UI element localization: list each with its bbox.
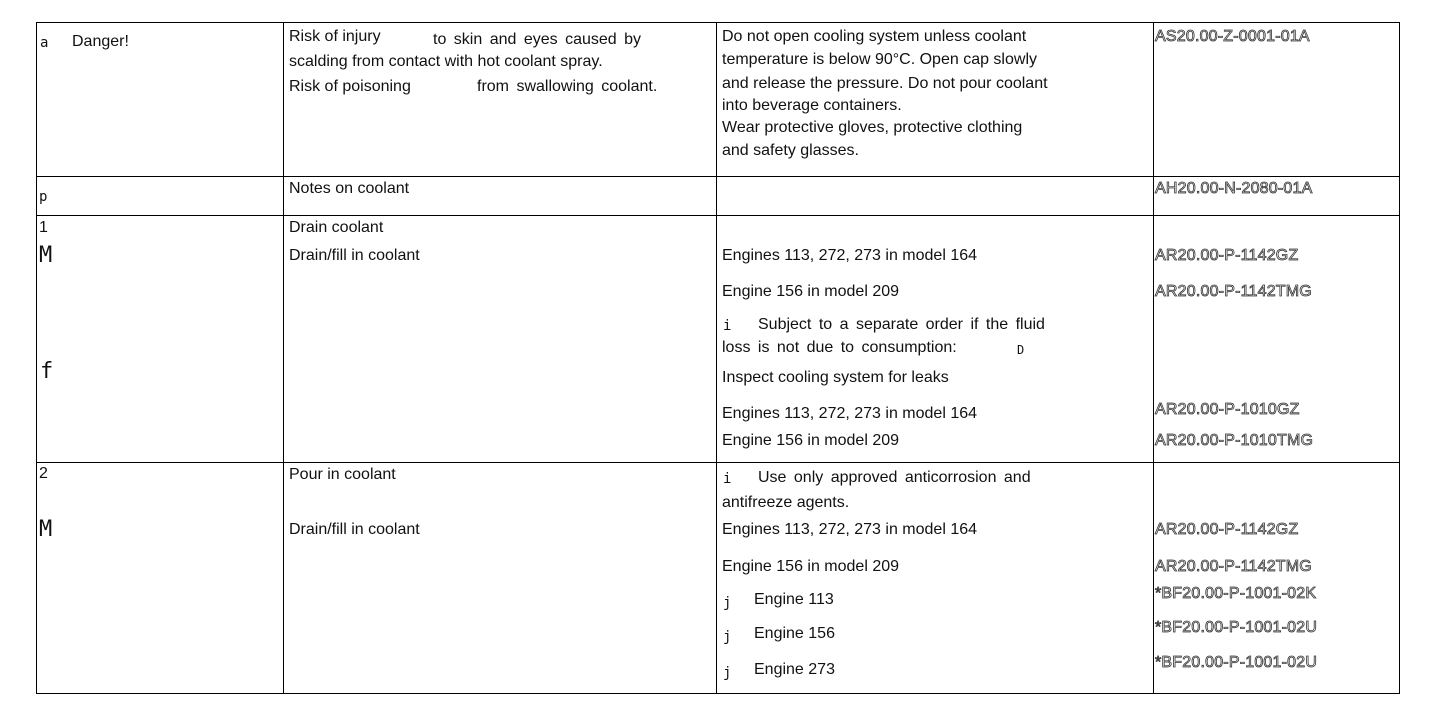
risk-injury-label: Risk of injury bbox=[289, 28, 381, 45]
info-text: Subject to a separate order if the fluid bbox=[758, 316, 1045, 333]
document-reference-link[interactable]: *BF20.00-P-1001-02U bbox=[1155, 619, 1318, 636]
procedure-label: Drain/fill in coolant bbox=[289, 247, 420, 264]
notes-symbol: p bbox=[39, 189, 48, 205]
document-reference-link[interactable]: *BF20.00-P-1001-02U bbox=[1155, 654, 1318, 671]
risk-poisoning-label: Risk of poisoning bbox=[289, 78, 411, 95]
document-reference-link[interactable]: AH20.00-N-2080-01A bbox=[1155, 180, 1313, 197]
info-symbol: i bbox=[723, 471, 732, 487]
step-number: 2 bbox=[39, 465, 48, 482]
table-border-left bbox=[36, 22, 37, 694]
table-border-right bbox=[1399, 22, 1400, 694]
model-text: Engines 113, 272, 273 in model 164 bbox=[722, 521, 978, 538]
engine-text: Engine 156 bbox=[754, 625, 835, 642]
engine-text: Engine 273 bbox=[754, 661, 835, 678]
document-reference-link[interactable]: *BF20.00-P-1001-02K bbox=[1155, 585, 1317, 602]
row-divider bbox=[36, 176, 1400, 177]
model-text: Engines 113, 272, 273 in model 164 bbox=[722, 405, 978, 422]
document-reference-link[interactable]: AR20.00-P-1142TMG bbox=[1155, 283, 1312, 300]
procedure-label: Drain/fill in coolant bbox=[289, 521, 420, 538]
danger-symbol: a bbox=[40, 35, 49, 51]
risk-poisoning-text: from swallowing coolant. bbox=[477, 78, 658, 95]
danger-instruction-line: into beverage containers. bbox=[722, 97, 902, 114]
f-symbol: f bbox=[40, 359, 54, 384]
danger-instruction-line: Do not open cooling system unless coolant bbox=[722, 28, 1027, 45]
info-symbol: i bbox=[723, 318, 732, 334]
row-divider bbox=[36, 215, 1400, 216]
risk-injury-text-2: scalding from contact with hot coolant spray. bbox=[289, 53, 603, 70]
row-divider bbox=[36, 462, 1400, 463]
model-text: Engine 156 in model 209 bbox=[722, 283, 900, 300]
danger-instruction-line: Wear protective gloves, protective clothing bbox=[722, 119, 1023, 136]
engine-text: Engine 113 bbox=[754, 591, 834, 608]
notes-label: Notes on coolant bbox=[289, 180, 410, 197]
step-number: 1 bbox=[39, 219, 48, 236]
danger-instruction-line: temperature is below 90°C. Open cap slowly bbox=[722, 51, 1037, 68]
danger-instruction-line: and release the pressure. Do not pour coolant bbox=[722, 75, 1048, 92]
document-reference-link[interactable]: AR20.00-P-1142TMG bbox=[1155, 558, 1312, 575]
document-reference-link[interactable]: AR20.00-P-1010TMG bbox=[1155, 432, 1314, 449]
model-text: Engine 156 in model 209 bbox=[722, 558, 900, 575]
model-text: Engine 156 in model 209 bbox=[722, 432, 900, 449]
document-reference-link[interactable]: AR20.00-P-1142GZ bbox=[1155, 521, 1299, 538]
document-reference-link[interactable]: AR20.00-P-1010GZ bbox=[1155, 401, 1300, 418]
table-border-top bbox=[36, 22, 1400, 23]
danger-instruction-line: and safety glasses. bbox=[722, 142, 859, 159]
document-reference-link[interactable]: AR20.00-P-1142GZ bbox=[1155, 247, 1299, 264]
info-text: Use only approved anticorrosion and bbox=[758, 469, 1031, 486]
j-symbol: j bbox=[723, 665, 732, 681]
step-label: Drain coolant bbox=[289, 219, 384, 236]
step-label: Pour in coolant bbox=[289, 466, 396, 483]
risk-injury-text: to skin and eyes caused by bbox=[433, 31, 642, 48]
model-text: Engines 113, 272, 273 in model 164 bbox=[722, 247, 978, 264]
j-symbol: j bbox=[723, 629, 732, 645]
column-divider bbox=[1153, 22, 1154, 694]
procedure-table bbox=[36, 22, 1400, 694]
danger-label: Danger! bbox=[72, 33, 129, 50]
table-border-bottom bbox=[36, 693, 1400, 694]
inspect-label: Inspect cooling system for leaks bbox=[722, 369, 949, 386]
m-symbol: M bbox=[39, 243, 53, 268]
column-divider bbox=[283, 22, 284, 694]
info-text: loss is not due to consumption: bbox=[722, 339, 957, 356]
m-symbol: M bbox=[39, 517, 53, 542]
info-end-symbol: D bbox=[1017, 343, 1025, 357]
document-reference-link[interactable]: AS20.00-Z-0001-01A bbox=[1155, 28, 1310, 45]
column-divider bbox=[716, 22, 717, 694]
j-symbol: j bbox=[723, 595, 732, 611]
info-text: antifreeze agents. bbox=[722, 494, 850, 511]
